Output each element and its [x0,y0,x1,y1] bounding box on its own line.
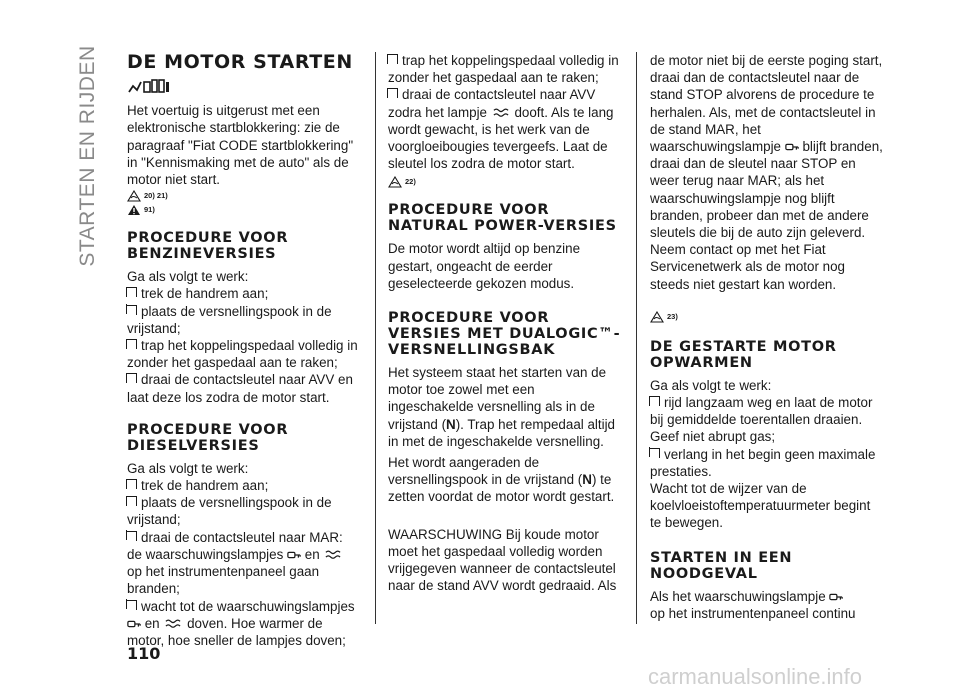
list-item-text: plaats de versnellingspook in de vrijstand; [127,495,332,528]
list-item-text: verlang in het begin geen maximale prestaties. [650,446,876,479]
retry-paragraph [650,52,884,293]
list-item [127,285,361,302]
bullet-icon [127,287,137,297]
caution-icon [388,176,402,188]
fuel-cng-icon [127,78,361,100]
caution-ref-text: 20) 21) [144,191,168,201]
caution-reference [388,176,622,188]
page-number: 110 [127,644,161,663]
caution-reference [127,190,361,202]
warning-icon [127,204,141,216]
list-item [127,477,361,494]
key-icon [829,590,843,604]
list-item-text: trek de handrem aan; [141,478,269,494]
text-run: Het systeem staat het starten van de motor toe zowel met een ingeschakelde versnelling als in de vrijstand ( [388,365,607,432]
watermark: carmanualsonline.info [648,664,863,689]
caution-reference [650,311,884,323]
section-heading-warm-up: DE GESTARTE MOTOR OPWARMEN [650,338,837,371]
list-item [127,303,361,337]
bullet-icon [127,496,137,506]
caution-ref-text: 23) [667,311,678,321]
column-divider [375,52,376,624]
intro-paragraph: Het voertuig is uitgerust met een elektronische startblokkering: zie de paragraaf "Fiat CODE startblokkering" in "Kennismaking met de auto" als de motor niet start. [127,103,354,188]
text-run: ) te zetten voordat de motor wordt gestart. [388,472,615,505]
diesel-intro: Ga als volgt te werk: [127,460,249,476]
bullet-icon [127,339,137,349]
text-run: ). Trap het rempedaal altijd in met de ingeschakelde versnelling. [388,416,616,449]
neutral-symbol: N [582,472,592,488]
list-item-text: op het instrumentenpaneel gaan branden; [127,564,320,597]
list-item [127,529,361,598]
text-run: Als het waarschuwingslampje [650,588,826,604]
bullet-icon [127,531,137,541]
warm-note: Wacht tot de wijzer van de koelvloeistoftemperatuurmeter begint te bewegen. [650,481,871,531]
dualogic-paragraph-2 [388,454,622,506]
list-item-text: draai de contactsleutel naar AVV en laat deze los zodra de motor start. [127,372,353,405]
bullet-icon [650,396,660,406]
list-item-text: trap het koppelingspedaal volledig in zonder het gaspedaal aan te raken; [127,338,358,371]
glow-plug-icon [323,550,343,561]
bullet-icon [127,305,137,315]
list-item [388,86,622,172]
warning-ref-text: 91) [144,205,155,215]
glow-plug-icon [163,619,183,630]
bullet-icon [127,479,137,489]
glow-plug-icon [491,108,511,119]
section-heading-diesel: PROCEDURE VOOR DIESELVERSIES [127,421,289,454]
list-item-text: en [304,546,320,562]
column-1 [127,52,361,649]
bullet-icon [127,600,137,610]
column-divider [636,52,637,624]
emergency-paragraph [650,588,884,622]
list-item-text: doven. Hoe warmer de motor, hoe sneller de lampjes doven; [127,615,346,648]
caution-ref-text: 22) [405,177,416,187]
bullet-icon [388,54,398,64]
side-section-label-text: STARTEN EN RIJDEN [76,45,99,267]
text-run: de motor niet bij de eerste poging start, draai dan de contactsleutel naar de stand STOP alvorens de procedure te herhalen. Als, met de contactsleutel in de stand MAR, het waarschuwingslampje [650,53,883,155]
warning-reference [127,204,361,216]
list-item-text: wacht tot de waarschuwingslampjes [141,598,355,614]
section-heading-natural-power: PROCEDURE VOOR NATURAL POWER-VERSIES [388,202,617,235]
bullet-icon [127,373,137,383]
list-item-text: trap het koppelingspedaal volledig in zonder het gaspedaal aan te raken; [388,53,619,86]
list-item-text: draai de contactsleutel naar MAR: de waarschuwingslampjes [127,529,343,562]
text-run: op het instrumentenpaneel continu [650,605,856,621]
caution-icon [127,190,141,202]
dualogic-paragraph-1 [388,364,622,450]
bullet-icon [388,88,398,98]
key-icon [785,140,799,154]
petrol-intro: Ga als volgt te werk: [127,269,249,285]
warm-intro: Ga als volgt te werk: [650,377,772,393]
warning-paragraph: WAARSCHUWING Bij koude motor moet het gaspedaal volledig worden vrijgegeven wanneer de contactsleutel naar de stand AVV wordt gedraaid. Als [388,526,617,594]
list-item [127,337,361,371]
list-item [650,446,884,480]
list-item-text: dooft. Als te lang wordt gewacht, is het werk van de voorgloeibougies tevergeefs. Laat de sleutel los zodra de motor start. [388,104,614,172]
key-icon [287,548,301,562]
caution-icon [650,311,664,323]
list-item [650,394,884,446]
section-heading-petrol: PROCEDURE VOOR BENZINEVERSIES [127,230,289,263]
text-run: blijft branden, draai dan de sleutel naar STOP en weer terug naar MAR; als het waarschuwingslampje nog blijft branden, probeer dan met de andere sleutels die bij de auto zijn geleverd. Neem contact op met het Fiat Servicenetwerk als de motor nog steeds niet gestart kan worden. [650,139,883,292]
side-section-label [76,45,99,267]
key-icon [127,617,141,631]
list-item [127,494,361,528]
neutral-symbol: N [446,416,456,432]
list-item-text: en [144,615,160,631]
list-item-text: rijd langzaam weg en laat de motor bij gemiddelde toerentallen draaien. Geef niet abrupt gas; [650,395,873,445]
section-heading-dualogic: PROCEDURE VOOR VERSIES MET DUALOGIC™-VERSNELLINGSBAK [388,310,621,359]
natural-power-text: De motor wordt altijd op benzine gestart, ongeacht de eerder geselecteerde gekozen modus. [388,241,581,291]
column-2 [388,52,622,594]
text-run: Het wordt aangeraden de versnellingspook in de vrijstand ( [388,455,583,488]
page-title: DE MOTOR STARTEN [127,51,353,73]
bullet-icon [650,448,660,458]
list-item-text: draai de contactsleutel naar AVV zodra het lampje [388,87,596,120]
list-item-text: trek de handrem aan; [141,286,269,302]
list-item [388,52,622,86]
column-3 [650,52,884,622]
section-heading-emergency: STARTEN IN EEN NOODGEVAL [650,549,793,582]
list-item [127,371,361,405]
list-item [127,598,361,650]
list-item-text: plaats de versnellingspook in de vrijstand; [127,303,332,336]
